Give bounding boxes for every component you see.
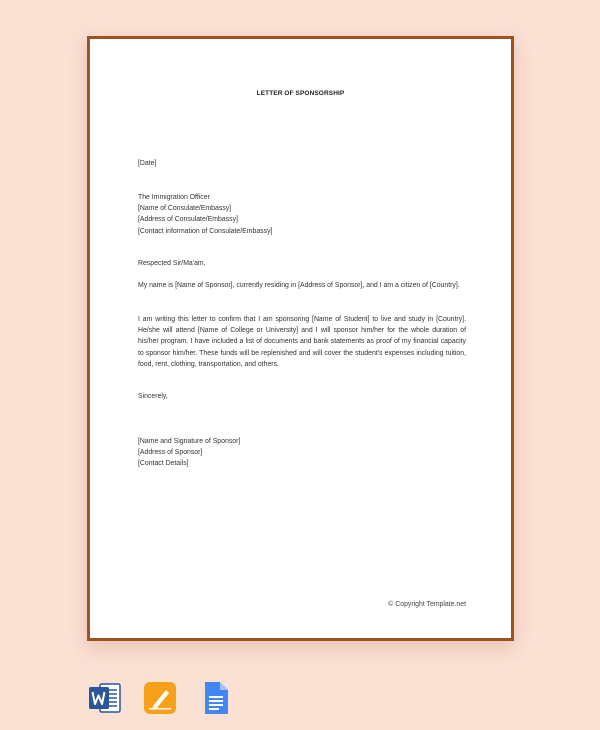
paragraph-sponsorship: I am writing this letter to confirm that I am sponsoring [Name of Student] to live and study in [Country]. He/she will attend [Name of College or University] and I will sponsor him/her for the whole duration of his/her program. I have included a list of documents and bank statements as proof of my financial capacity to sponsor him/her. These funds will be replenished and will cover the student's expenses including tuition, food, rent, clothing, transportation, and others. bbox=[138, 316, 466, 368]
signature-line: [Address of Sponsor] bbox=[138, 449, 203, 457]
salutation: Respected Sir/Ma'am, bbox=[138, 260, 206, 267]
signature-block bbox=[138, 436, 466, 470]
recipient-block bbox=[138, 192, 466, 237]
app-icons-row bbox=[88, 681, 253, 715]
signature-line: [Name and Signature of Sponsor] bbox=[138, 438, 241, 445]
pages-icon[interactable] bbox=[143, 681, 177, 715]
date-line: [Date] bbox=[138, 160, 157, 167]
paragraph-intro: My name is [Name of Sponsor], currently residing in [Address of Sponsor], and I am a citizen of [Country]. bbox=[138, 282, 460, 289]
recipient-line: [Address of Consulate/Embassy] bbox=[138, 216, 238, 224]
google-docs-icon[interactable] bbox=[198, 681, 232, 715]
signature-line: [Contact Details] bbox=[138, 460, 189, 468]
closing: Sincerely, bbox=[138, 393, 168, 400]
letter-title: LETTER OF SPONSORSHIP bbox=[256, 90, 345, 97]
copyright-notice: © Copyright Template.net bbox=[388, 601, 466, 608]
word-icon[interactable] bbox=[88, 681, 122, 715]
recipient-line: The Immigration Officer bbox=[138, 194, 210, 201]
recipient-line: [Name of Consulate/Embassy] bbox=[138, 205, 232, 213]
document-page bbox=[87, 36, 514, 641]
recipient-line: [Contact information of Consulate/Embassy] bbox=[138, 227, 273, 235]
